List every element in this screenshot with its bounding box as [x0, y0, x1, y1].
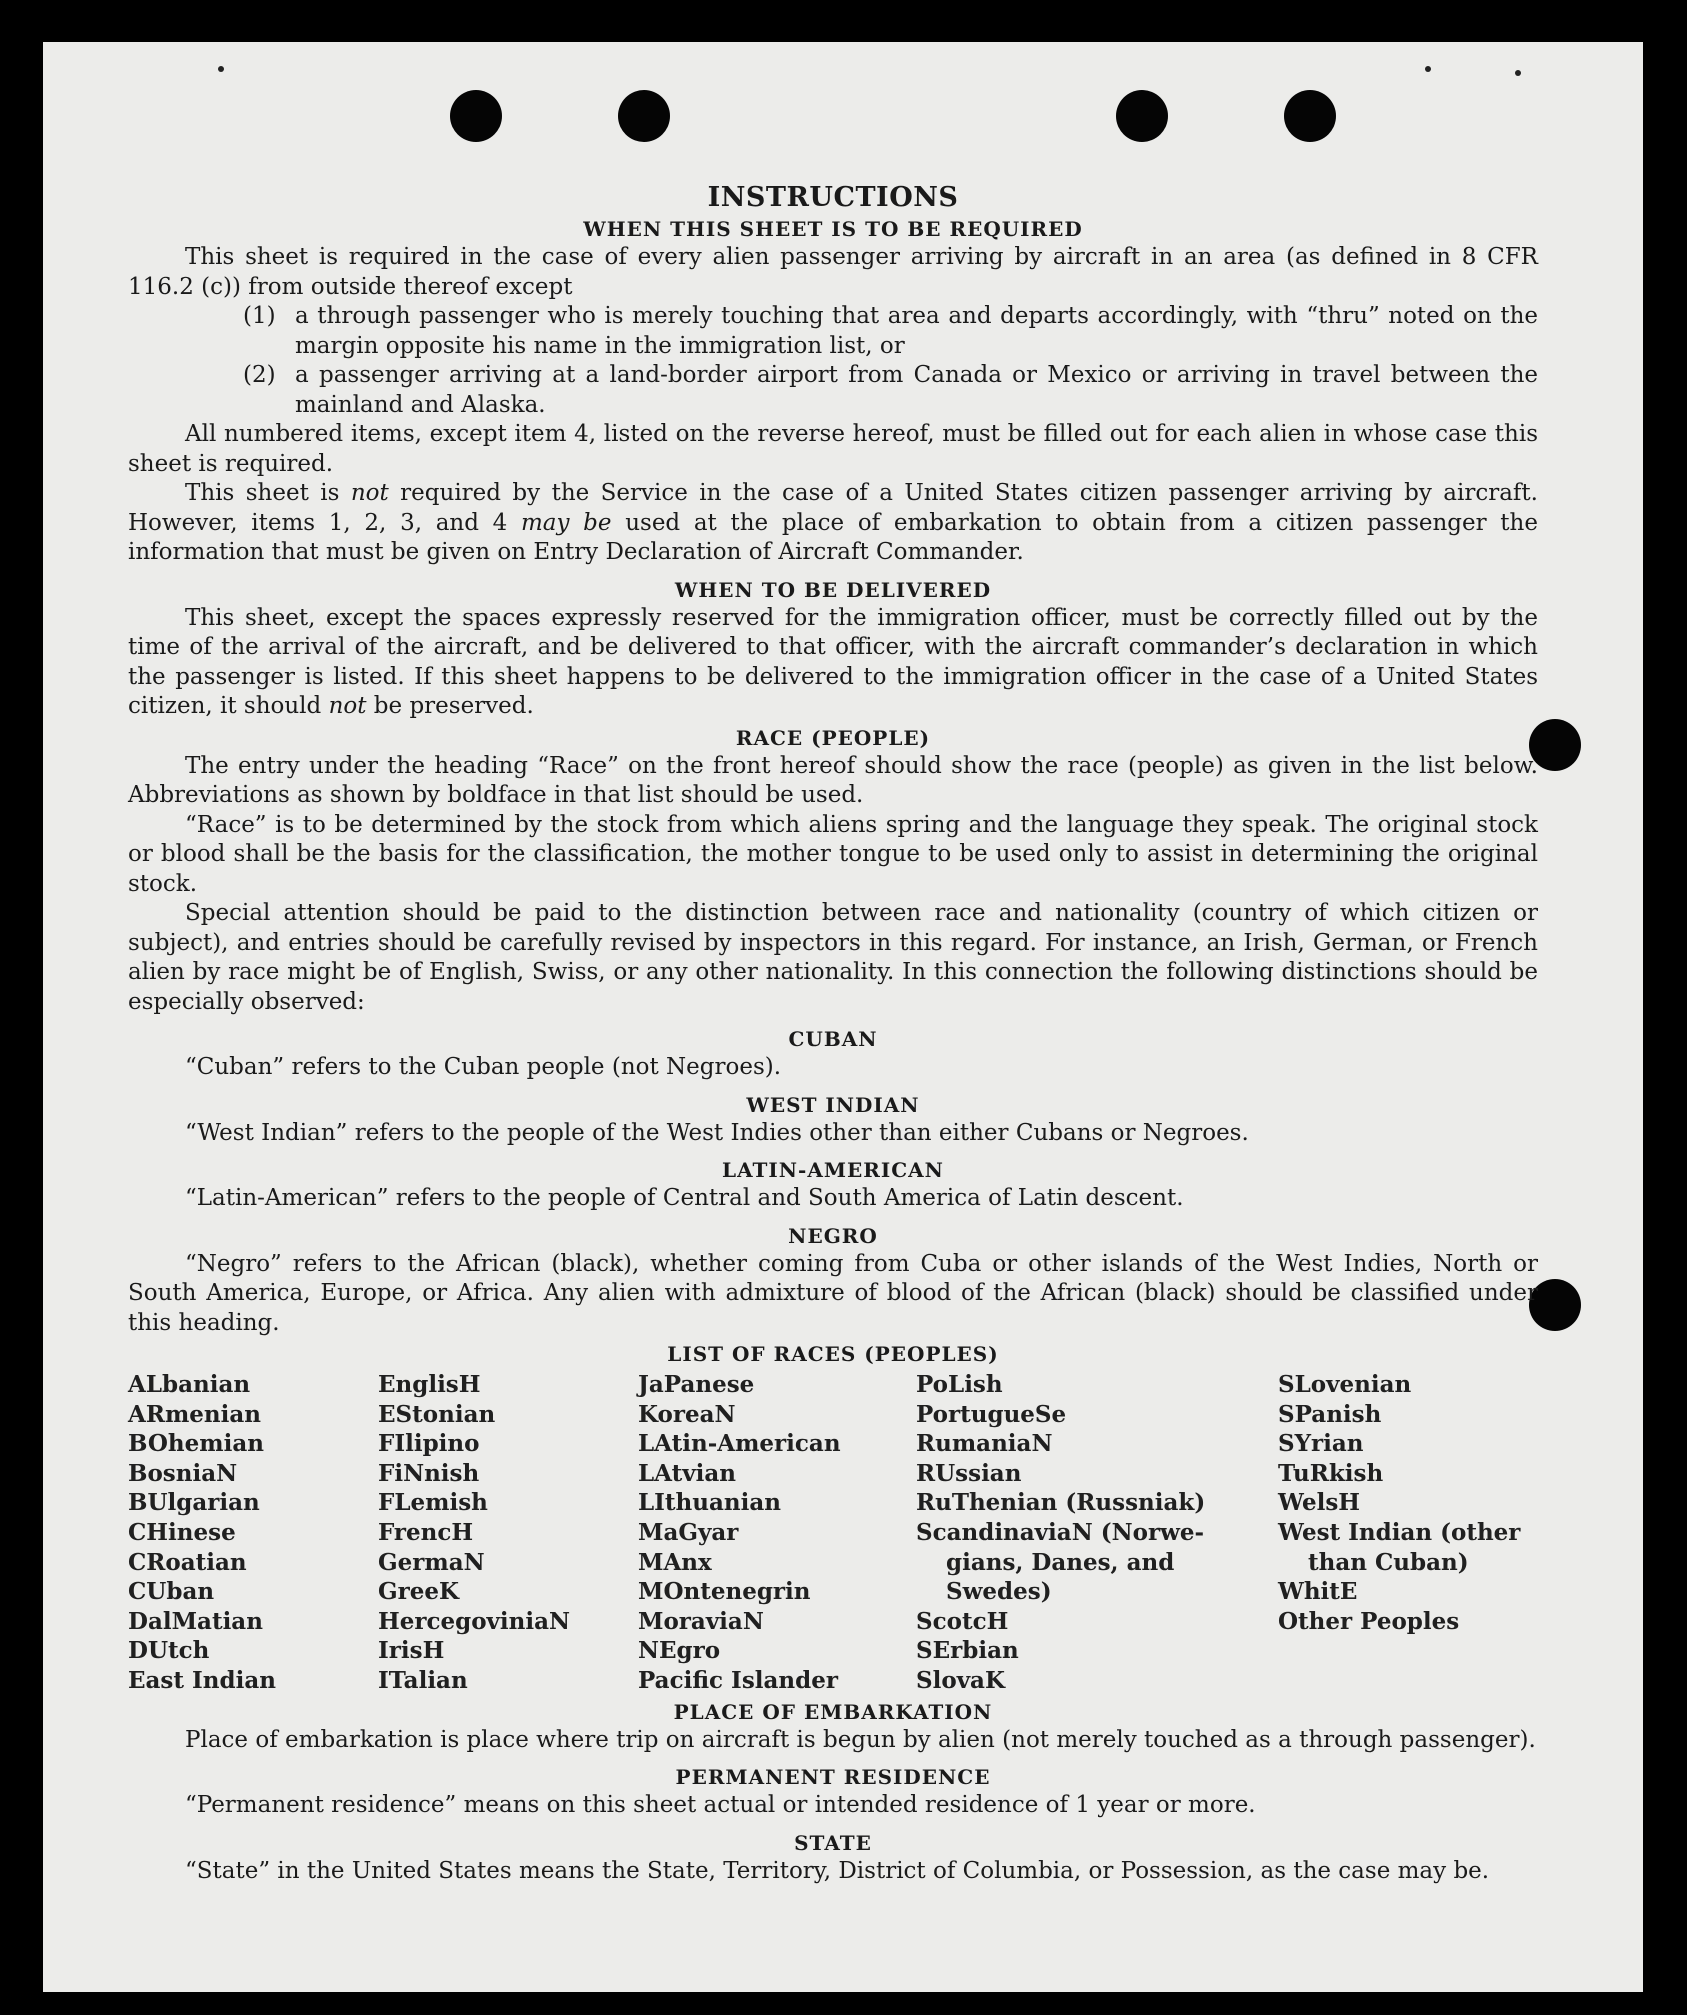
race-entry: Pacific Islander: [638, 1666, 838, 1694]
race-entry: BOhemian: [128, 1430, 264, 1458]
paragraph-west-indian: “West Indian” refers to the people of the West Indies other than either Cubans or Negroes.: [185, 1119, 1249, 1146]
race-entry: ALbanian: [128, 1371, 251, 1398]
race-entry: SYrian: [1278, 1430, 1364, 1458]
race-entry: RumaniaN: [916, 1430, 1053, 1458]
section-heading-state: STATE: [794, 1830, 872, 1855]
paragraph-state: “State” in the United States means the State, Territory, District of Columbia, or Possession, as the case may be.: [185, 1857, 1490, 1884]
item-number: (2): [243, 362, 276, 388]
emphasis-may-be: may be: [520, 509, 612, 536]
section-heading-when-required: WHEN THIS SHEET IS TO BE REQUIRED: [583, 217, 1083, 241]
exception-item-2: [243, 361, 1538, 420]
race-entry: DalMatian: [128, 1607, 263, 1635]
race-entry: MOntenegrin: [638, 1578, 811, 1606]
race-entry: CHinese: [128, 1518, 236, 1546]
race-entry: East Indian: [128, 1666, 276, 1694]
race-entry: FLemish: [378, 1489, 488, 1517]
paragraph-race-entry: The entry under the heading “Race” on the front hereof should show the race (people) as given in the list below. Abbreviations as shown by boldface in that list should be used.: [128, 752, 1538, 808]
race-entry: ScotcH: [916, 1607, 1009, 1635]
race-entry: MAnx: [638, 1548, 712, 1576]
section-heading-list-of-races: LIST OF RACES (PEOPLES): [667, 1342, 999, 1366]
race-entry: PoLish: [916, 1371, 1003, 1398]
race-entry-continued: than Cuban): [1308, 1548, 1469, 1576]
section-heading-residence: PERMANENT RESIDENCE: [675, 1765, 991, 1790]
punch-hole: [618, 90, 670, 142]
race-entry: BUlgarian: [128, 1489, 260, 1517]
race-entry: LAtin-American: [638, 1430, 841, 1458]
text-run: This sheet is: [185, 480, 351, 506]
race-column-4: [916, 1370, 1278, 1696]
paragraph-latin-american: “Latin-American” refers to the people of Central and South America of Latin descent.: [185, 1185, 1184, 1211]
section-heading-west-indian: WEST INDIAN: [746, 1092, 920, 1117]
race-entry: NEgro: [638, 1637, 721, 1665]
race-entry: ITalian: [378, 1666, 468, 1694]
paragraph-cuban: “Cuban” refers to the Cuban people (not Negroes).: [185, 1054, 782, 1080]
race-entry: JaPanese: [638, 1371, 755, 1398]
section-heading-negro: NEGRO: [788, 1223, 878, 1248]
punch-hole: [1116, 90, 1168, 142]
section-heading-when-delivered: WHEN TO BE DELIVERED: [674, 577, 992, 602]
race-entry: DUtch: [128, 1637, 210, 1665]
race-entry: EnglisH: [378, 1371, 481, 1398]
document-sheet: [43, 42, 1643, 1992]
race-entry: FrencH: [378, 1518, 474, 1546]
paragraph-citizen: [128, 479, 1538, 568]
race-entry: ScandinaviaN (Norwe-: [916, 1518, 1205, 1546]
race-entry: West Indian (other: [1278, 1518, 1521, 1546]
speck: [218, 66, 224, 72]
paragraph-race-definition: “Race” is to be determined by the stock from which aliens spring and the language they speak. The original stock or blood shall be the basis for the classification, the mother tongue to be used only to assist in determining the original stock.: [128, 811, 1538, 897]
paragraph-embarkation: Place of embarkation is place where trip on aircraft is begun by alien (not merely touched as a through passenger).: [185, 1726, 1536, 1753]
race-list: [128, 1370, 1538, 1696]
punch-hole: [1284, 90, 1336, 142]
race-entry-continued: gians, Danes, and: [946, 1548, 1175, 1576]
race-entry: ARmenian: [128, 1400, 262, 1428]
race-column-3: [638, 1370, 916, 1696]
item-text: a passenger arriving at a land-border airport from Canada or Mexico or arriving in travel between the mainland and Alaska.: [295, 362, 1538, 418]
race-entry: KoreaN: [638, 1400, 736, 1428]
race-entry: IrisH: [378, 1637, 445, 1665]
paragraph-residence: “Permanent residence” means on this sheet actual or intended residence of 1 year or more.: [185, 1792, 1256, 1819]
race-entry: RuThenian (Russniak): [916, 1489, 1206, 1517]
race-entry: Other Peoples: [1278, 1607, 1460, 1635]
race-entry: RUssian: [916, 1459, 1022, 1487]
item-number: (1): [243, 303, 276, 329]
race-entry: SErbian: [916, 1637, 1019, 1665]
race-entry: LIthuanian: [638, 1489, 781, 1517]
race-entry: WhitE: [1278, 1578, 1358, 1606]
speck: [1425, 66, 1431, 72]
speck: [1515, 70, 1521, 76]
section-heading-latin-american: LATIN-AMERICAN: [722, 1158, 944, 1182]
race-entry: SPanish: [1278, 1400, 1382, 1428]
section-heading-embarkation: PLACE OF EMBARKATION: [673, 1699, 993, 1724]
paragraph-race-nationality: Special attention should be paid to the distinction between race and nationality (country of which citizen or subject), and entries should be carefully revised by inspectors in this regard. For instance, an Irish, German, or French alien by race might be of English, Swiss, or any other nationality. In this connection the following distinctions should be especially observed:: [128, 900, 1538, 1015]
race-entry: HercegoviniaN: [378, 1607, 571, 1635]
race-entry: CUban: [128, 1578, 215, 1606]
race-entry: FIlipino: [378, 1430, 480, 1458]
paragraph-delivered: [128, 604, 1538, 722]
text-run: used at the place of embarkation to obtain from a citizen passenger the information that must be given on Entry Declaration of Aircraft Commander.: [128, 509, 1538, 565]
race-entry: GermaN: [378, 1548, 485, 1576]
race-entry: SLovenian: [1278, 1371, 1412, 1398]
race-column-2: [378, 1370, 638, 1696]
exception-item-1: [243, 302, 1538, 361]
race-entry: WelsH: [1278, 1489, 1361, 1517]
item-text: a through passenger who is merely touching that area and departs accordingly, with “thru” noted on the margin opposite his name in the immigration list, or: [295, 303, 1538, 359]
race-entry: EStonian: [378, 1400, 496, 1428]
race-column-1: [128, 1370, 378, 1696]
emphasis-not: not: [328, 693, 367, 719]
race-entry: MaGyar: [638, 1518, 739, 1546]
race-entry-continued: Swedes): [946, 1578, 1052, 1606]
instructions-content: [128, 142, 1538, 1886]
race-entry: FiNnish: [378, 1459, 480, 1487]
section-heading-cuban: CUBAN: [788, 1027, 878, 1051]
race-entry: PortugueSe: [916, 1400, 1067, 1428]
race-entry: SlovaK: [916, 1666, 1005, 1694]
text-run: This sheet, except the spaces expressly reserved for the immigration officer, must be correctly filled out by the time of the arrival of the aircraft, and be delivered to that officer, with the aircraft commander’s declaration in which the passenger is listed. If this sheet happens to be delivered to the immigration officer in the case of a United States citizen, it should: [128, 604, 1538, 719]
race-entry: LAtvian: [638, 1459, 736, 1487]
emphasis-not: not: [350, 480, 389, 506]
race-entry: GreeK: [378, 1578, 460, 1606]
race-entry: BosniaN: [128, 1459, 238, 1487]
page-title: INSTRUCTIONS: [707, 182, 959, 213]
paragraph-negro: “Negro” refers to the African (black), whether coming from Cuba or other islands of the West Indies, North or South America, Europe, or Africa. Any alien with admixture of blood of the African (black) should be classified under this heading.: [128, 1250, 1538, 1336]
paragraph-required: This sheet is required in the case of every alien passenger arriving by aircraft in an area (as defined in 8 CFR 116.2 (c)) from outside thereof except: [128, 244, 1538, 300]
race-column-5: [1278, 1370, 1538, 1696]
race-entry: CRoatian: [128, 1548, 247, 1576]
text-run: be preserved.: [366, 693, 534, 719]
text-run: required by the Service in the case of a United States citizen passenger arriving by aircraft. However, items 1, 2, 3, and 4: [128, 480, 1538, 536]
punch-hole: [450, 90, 502, 142]
race-entry: MoraviaN: [638, 1607, 764, 1635]
paragraph-numbered-items: All numbered items, except item 4, listed on the reverse hereof, must be filled out for each alien in whose case this sheet is required.: [128, 421, 1538, 477]
section-heading-race: RACE (PEOPLE): [735, 725, 931, 750]
race-entry: TuRkish: [1278, 1459, 1384, 1487]
